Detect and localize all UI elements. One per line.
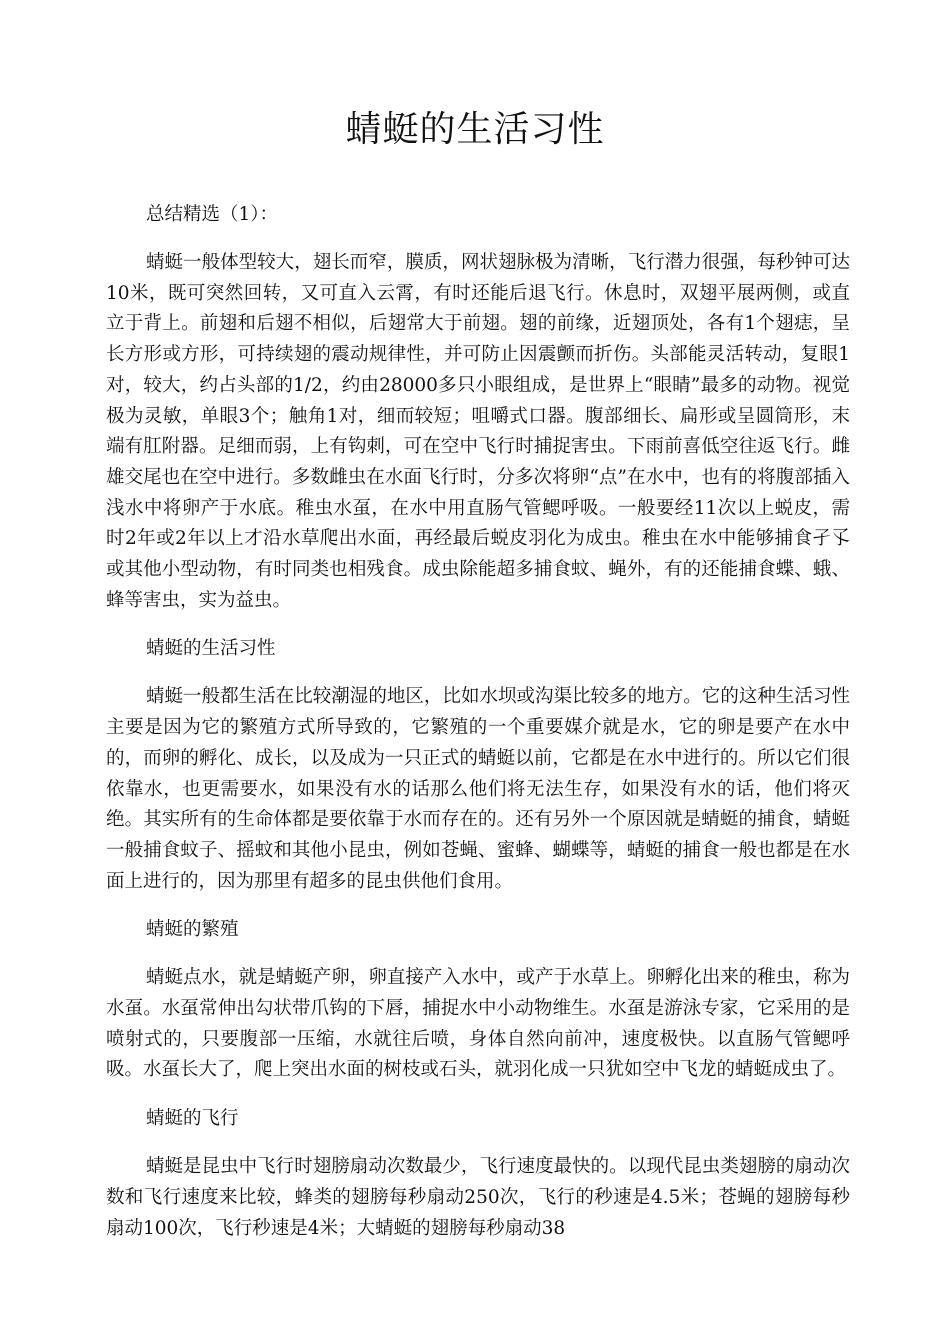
document-title: 蜻蜓的生活习性 bbox=[345, 109, 605, 150]
section-paragraph-reproduction: 蜻蜓点水，就是蜻蜓产卵，卵直接产入水中，或产于水草上。卵孵化出来的稚虫，称为水虿。水虿常伸出勾状带爪钩的下唇，捕捉水中小动物维生。水虿是游泳专家，它采用的是喷射式的，只要腹部一压缩，水就往后喷，身体自然向前冲，速度极快。以直肠气管鳃呼吸。水虿长大了，爬上突出水面的树枝或石头，就羽化成一只犹如空中飞龙的蜻蜓成虫了。 bbox=[106, 967, 850, 1081]
section-paragraph-summary: 蜻蜓一般体型较大，翅长而窄，膜质，网状翅脉极为清晰，飞行潜力很强，每秒钟可达10米，既可突然回转，又可直入云霄，有时还能后退飞行。休息时，双翅平展两侧，或直立于背上。前翅和后翅不相似，后翅常大于前翅。翅的前缘，近翅顶处，各有1个翅痣，呈长方形或方形，可持续翅的震动规律性，并可防止因震颤而折伤。头部能灵活转动，复眼1对，较大，约占头部的1/2，约由28000多只小眼组成，是世界上“眼睛”最多的动物。视觉极为灵敏，单眼3个；触角1对，细而较短；咀嚼式口器。腹部细长、扁形或呈圆筒形，末端有肛附器。足细而弱，上有钩刺，可在空中飞行时捕捉害虫。下雨前喜低空往返飞行。雌雄交尾也在空中进行。多数雌虫在水面飞行时，分多次将卵“点”在水中，也有的将腹部插入浅水中将卵产于水底。稚虫水虿，在水中用直肠气管鳃呼吸。一般要经11次以上蜕皮，需时2年或2年以上才沿水草爬出水面，再经最后蜕皮羽化为成虫。稚虫在水中能够捕食孑孓或其他小型动物，有时同类也相残食。成虫除能超多捕食蚊、蝇外，有的还能捕食蝶、蛾、蜂等害虫，实为益虫。 bbox=[106, 252, 850, 611]
section-label-habits: 蜻蜓的生活习性 bbox=[146, 638, 276, 660]
document-body bbox=[106, 200, 850, 1262]
section-label-reproduction: 蜻蜓的繁殖 bbox=[146, 919, 239, 941]
section-paragraph-habits: 蜻蜓一般都生活在比较潮湿的地区，比如水坝或沟渠比较多的地方。它的这种生活习性主要是因为它的繁殖方式所导致的，它繁殖的一个重要媒介就是水，它的卵是要产在水中的，而卵的孵化、成长，以及成为一只正式的蜻蜓以前，它都是在水中进行的。所以它们很依靠水，也更需要水，如果没有水的话那么他们将无法生存，如果没有水的话，他们将灭绝。其实所有的生命体都是要依靠于水而存在的。还有另外一个原因就是蜻蜓的捕食，蜻蜓一般捕食蚊子、摇蚊和其他小昆虫，例如苍蝇、蜜蜂、蝴蝶等，蜻蜓的捕食一般也都是在水面上进行的，因为那里有超多的昆虫供他们食用。 bbox=[106, 686, 850, 892]
section-label-summary: 总结精选（1）： bbox=[146, 204, 279, 225]
section-paragraph-flight: 蜻蜓是昆虫中飞行时翅膀扇动次数最少，飞行速度最快的。以现代昆虫类翅膀的扇动次数和飞行速度来比较，蜂类的翅膀每秒扇动250次，飞行的秒速是4.5米；苍蝇的翅膀每秒扇动100次，飞行秒速是4米；大蜻蜓的翅膀每秒扇动38 bbox=[106, 1156, 850, 1239]
section-label-flight: 蜻蜓的飞行 bbox=[146, 1108, 239, 1130]
